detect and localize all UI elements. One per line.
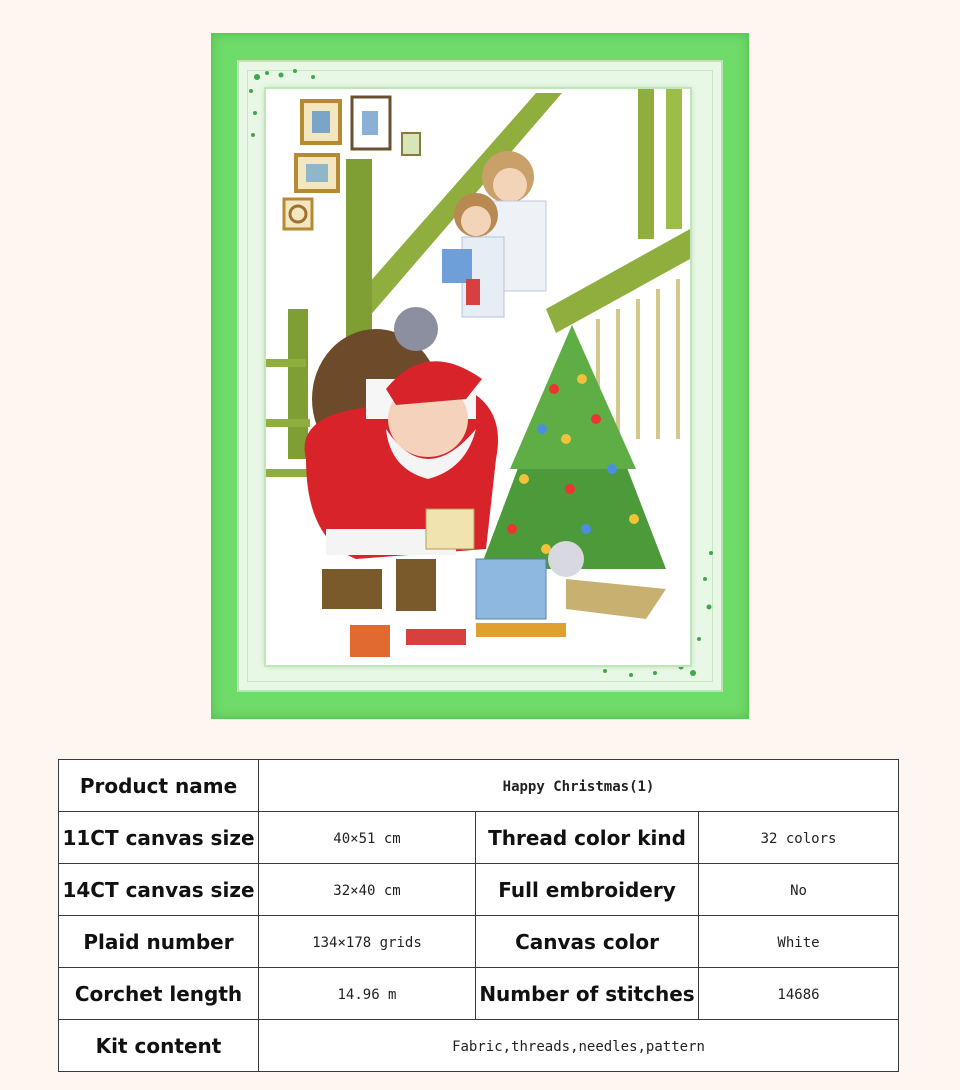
canvas-color-value: White [699, 916, 899, 968]
table-row [59, 760, 899, 812]
canvas-color-label: Canvas color [476, 916, 699, 968]
table-row [59, 812, 899, 864]
table-row [59, 916, 899, 968]
thread-color-kind-value: 32 colors [699, 812, 899, 864]
thread-color-kind-label: Thread color kind [476, 812, 699, 864]
kit-content-value: Fabric,threads,needles,pattern [259, 1020, 899, 1072]
table-row [59, 968, 899, 1020]
plaid-number-value: 134×178 grids [259, 916, 476, 968]
number-of-stitches-label: Number of stitches [476, 968, 699, 1020]
full-embroidery-value: No [699, 864, 899, 916]
canvas-11ct-label: 11CT canvas size [59, 812, 259, 864]
product-name-label: Product name [59, 760, 259, 812]
corchet-length-value: 14.96 m [259, 968, 476, 1020]
product-spec-table [58, 759, 899, 1072]
product-name-value: Happy Christmas(1) [259, 760, 899, 812]
canvas-14ct-value: 32×40 cm [259, 864, 476, 916]
kit-content-label: Kit content [59, 1020, 259, 1072]
plaid-number-label: Plaid number [59, 916, 259, 968]
canvas-14ct-label: 14CT canvas size [59, 864, 259, 916]
number-of-stitches-value: 14686 [699, 968, 899, 1020]
full-embroidery-label: Full embroidery [476, 864, 699, 916]
table-row [59, 864, 899, 916]
cross-stitch-artwork [266, 89, 690, 665]
product-picture-frame [211, 33, 749, 719]
corchet-length-label: Corchet length [59, 968, 259, 1020]
canvas-11ct-value: 40×51 cm [259, 812, 476, 864]
table-row [59, 1020, 899, 1072]
santa-christmas-stairs-illustration-icon [266, 89, 690, 665]
